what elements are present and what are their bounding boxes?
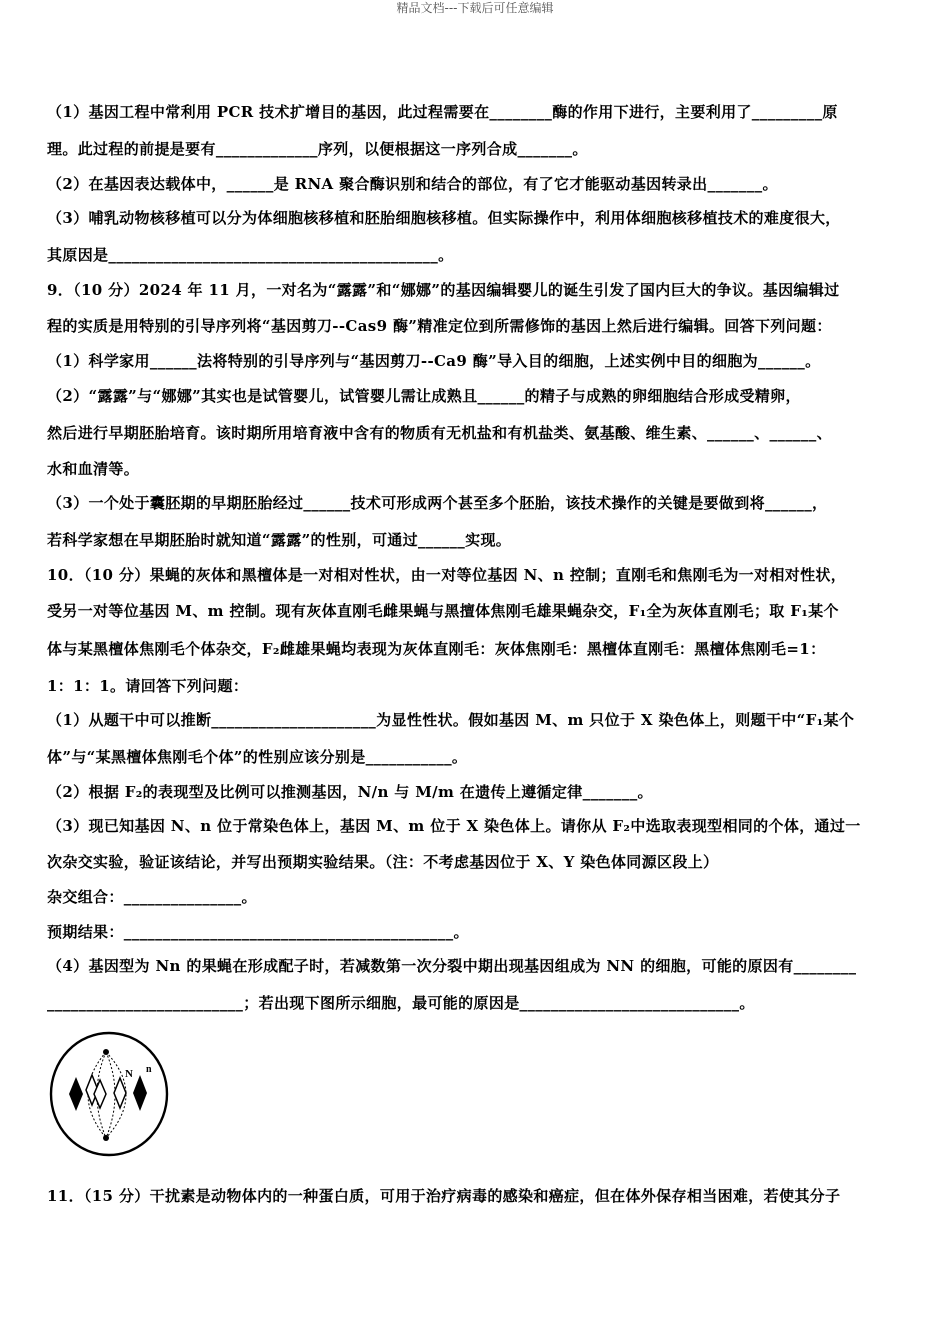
cell-division-figure [48, 1030, 170, 1158]
text-line: 次杂交实验，验证该结论，并写出预期实验结果。（注：不考虑基因位于 X、Y 染色体同源区段上） [47, 853, 719, 871]
text-line: （2）“露露”与“娜娜”其实也是试管婴儿，试管婴儿需让成熟且______的精子与成熟的卵细胞结合形成受精卵， [47, 387, 801, 405]
text-line: 预期结果：__________________________________________。 [47, 923, 469, 941]
text-line: （3）哺乳动物核移植可以分为体细胞核移植和胚胎细胞核移植。但实际操作中，利用体细胞核移植技术的难度很大， [47, 209, 841, 227]
question-11-stem: 11．（15 分）干扰素是动物体内的一种蛋白质，可用于治疗病毒的感染和癌症，但在体外保存相当困难，若使其分子 [47, 1187, 841, 1205]
text-line: （2）在基因表达载体中，______是 RNA 聚合酶识别和结合的部位，有了它才能驱动基因转录出_______。 [47, 175, 778, 193]
text-line: 杂交组合：_______________。 [47, 888, 257, 906]
text-line: 若科学家想在早期胚胎时就知道“露露”的性别，可通过______实现。 [47, 531, 512, 549]
text-line: 水和血清等。 [47, 460, 140, 478]
question-10-stem: 10．（10 分）果蝇的灰体和黑檀体是一对相对性状，由一对等位基因 N、n 控制；直刚毛和焦刚毛为一对相对性状， [47, 566, 847, 584]
text-line: _________________________；若出现下图所示细胞，最可能的原因是____________________________。 [47, 994, 755, 1012]
text-line: （1）从题干中可以推断_____________________为显性性状。假如基因 M、m 只位于 X 染色体上，则题干中“F₁某个 [47, 711, 855, 729]
text-line: （3）现已知基因 N、n 位于常染色体上，基因 M、m 位于 X 染色体上。请你从 F₂中选取表现型相同的个体，通过一 [47, 817, 861, 835]
gene-label-N: N [125, 1068, 133, 1080]
text-line: （3）一个处于囊胚期的早期胚胎经过______技术可形成两个甚至多个胚胎，该技术操作的关键是要做到将______， [47, 494, 828, 512]
text-line: 理。此过程的前提是要有_____________序列，以便根据这一序列合成_______。 [47, 140, 588, 158]
page-header: 精品文档---下载后可任意编辑 [396, 1, 554, 15]
text-line: （1）基因工程中常利用 PCR 技术扩增目的基因，此过程需要在________酶的作用下进行，主要利用了_________原 [47, 103, 838, 121]
text-line: （1）科学家用______法将特别的引导序列与“基因剪刀--Ca9 酶”导入目的细胞，上述实例中目的细胞为______。 [47, 352, 821, 370]
text-line: 1：1：1。请回答下列问题： [47, 677, 249, 695]
gene-label-n: n [146, 1064, 152, 1075]
text-line: 其原因是__________________________________________。 [47, 246, 454, 264]
text-line: 体”与“某黑檀体焦刚毛个体”的性别应该分别是___________。 [47, 748, 468, 766]
text-line: 程的实质是用特别的引导序列将“基因剪刀--Cas9 酶”精准定位到所需修饰的基因上然后进行编辑。回答下列问题： [47, 317, 832, 335]
text-line: 体与某黑檀体焦刚毛个体杂交，F₂雌雄果蝇均表现为灰体直刚毛：灰体焦刚毛：黑檀体直刚毛：黑檀体焦刚毛=1： [47, 640, 826, 658]
text-line: （4）基因型为 Nn 的果蝇在形成配子时，若减数第一次分裂中期出现基因组成为 NN 的细胞，可能的原因有________ [47, 957, 857, 975]
text-line: 受另一对等位基因 M、m 控制。现有灰体直刚毛雌果蝇与黑擅体焦刚毛雄果蝇杂交，F₁全为灰体直刚毛；取 F₁某个 [47, 602, 839, 620]
text-line: （2）根据 F₂的表现型及比例可以推测基因，N/n 与 M/m 在遗传上遵循定律_______。 [47, 783, 653, 801]
text-line: 然后进行早期胚胎培育。该时期所用培育液中含有的物质有无机盐和有机盐类、氨基酸、维生素、______、______、 [47, 424, 832, 442]
question-9-stem: 9．（10 分）2024 年 11 月，一对名为“露露”和“娜娜”的基因编辑婴儿的诞生引发了国内巨大的争议。基因编辑过 [47, 281, 840, 299]
